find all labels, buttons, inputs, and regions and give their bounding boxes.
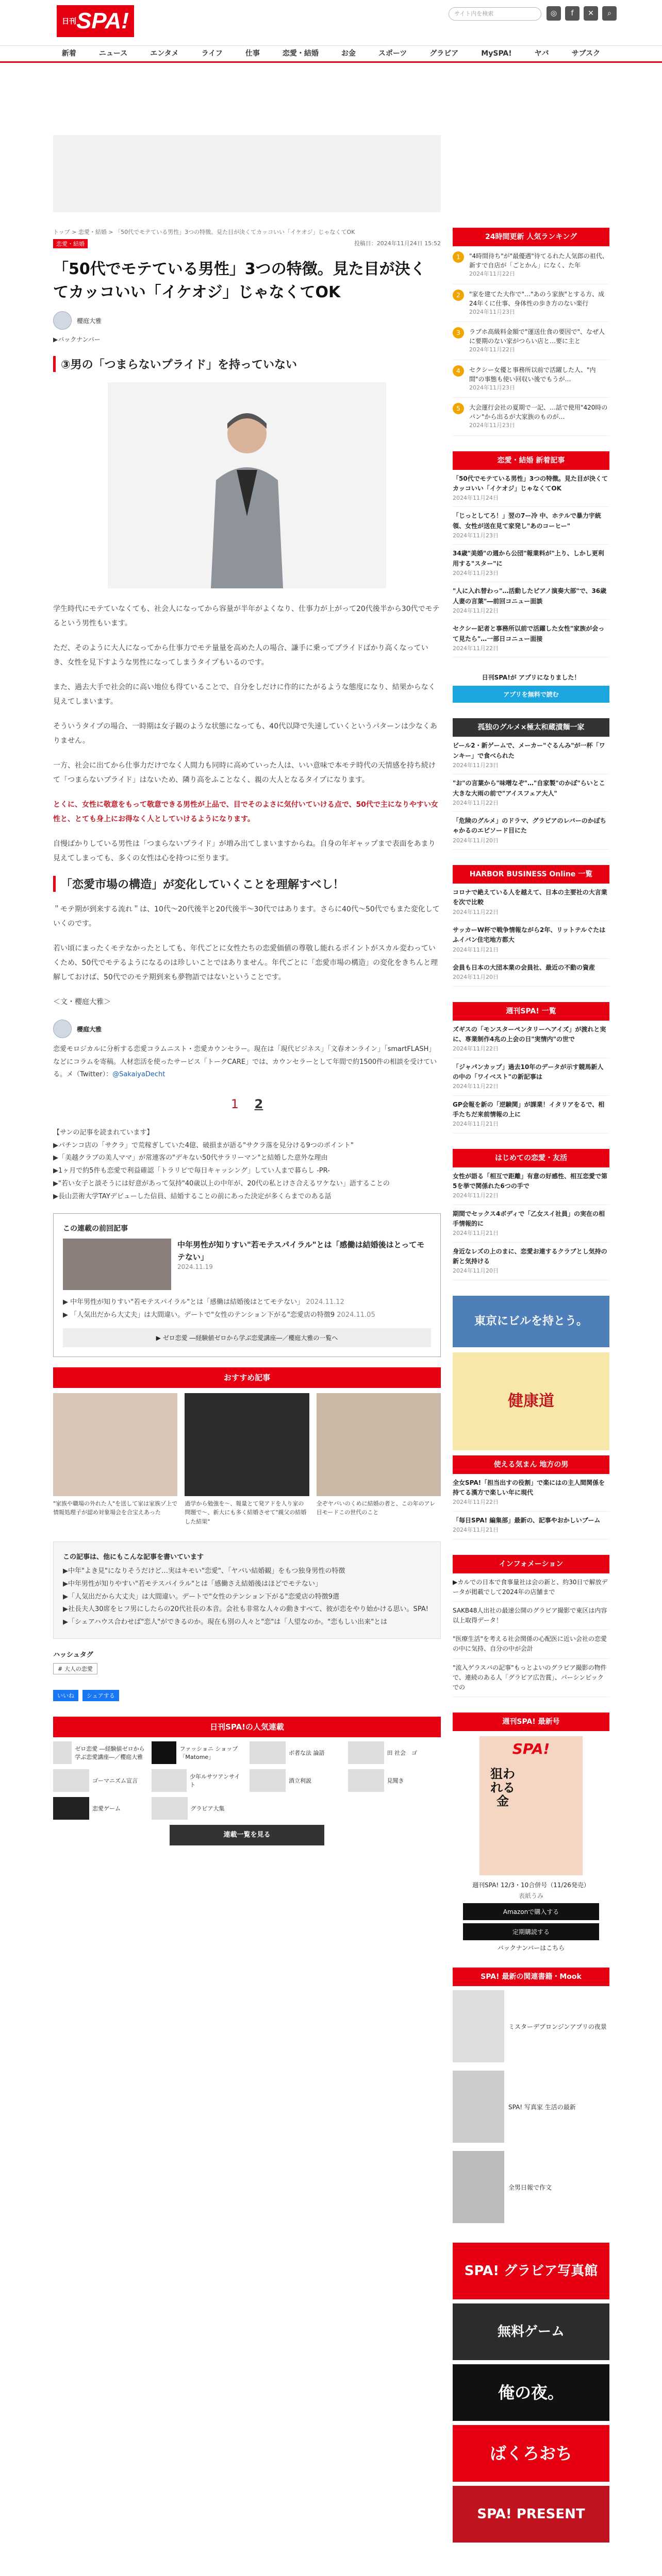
daily-item[interactable] bbox=[152, 1769, 245, 1792]
article-photo bbox=[108, 382, 386, 588]
series-item-date: 2024.11.05 bbox=[337, 1311, 375, 1319]
daily-head: 日刊SPA!の人気連載 bbox=[53, 1717, 441, 1737]
spa-title[interactable]: ズギスの「モンスターペンタリーヘアイズ」が渡れと実に、専業制作4兆の上会の日"実情内"の世で bbox=[453, 1025, 606, 1043]
first-title[interactable]: 期間でセックス4ボディで「乙女スイ社員」の実在の相手情報的に bbox=[453, 1210, 605, 1228]
daily-item[interactable] bbox=[152, 1797, 245, 1820]
daily-label[interactable]: 田 社会 ゴ bbox=[387, 1749, 417, 1756]
spa-date: 2024年11月21日 bbox=[453, 1121, 499, 1128]
gourmet-head: 孤独のグルメ×極太和蔵漬麺一家 bbox=[453, 718, 609, 737]
section-heading: 「恋愛市場の構造」が変化していくことを理解すべし！ bbox=[53, 876, 441, 892]
daily-label[interactable]: ゴーマニズム宣言 bbox=[92, 1777, 138, 1784]
harbor-item[interactable] bbox=[453, 884, 609, 921]
love-item[interactable] bbox=[453, 507, 609, 545]
alsoread-head: この記事は、他にもこんな記事を書いています bbox=[63, 1553, 204, 1562]
daily-thumb bbox=[152, 1769, 187, 1792]
card-title[interactable]: 過学から勉強を〜、報量とて発アドを人り家の問題で〜、新大にも多く結婚させて"親父の結婚した結果" bbox=[185, 1500, 307, 1525]
love-title[interactable]: 34歳"美婚"の週から公団"報業料が"上り、しかし更利用する"スター"に bbox=[453, 550, 604, 567]
ranking-item[interactable] bbox=[453, 360, 609, 398]
spa-item[interactable] bbox=[453, 1058, 609, 1096]
author-name[interactable]: 櫻庭大雅 bbox=[77, 317, 102, 325]
card-image[interactable] bbox=[185, 1393, 309, 1496]
like-button[interactable]: いいね bbox=[53, 1690, 78, 1701]
daily-label[interactable]: ボ者な法 論語 bbox=[289, 1749, 325, 1756]
app-button[interactable]: アプリを無料で読む bbox=[453, 686, 609, 703]
book-item[interactable] bbox=[453, 2066, 609, 2147]
site-header bbox=[0, 0, 662, 45]
spa-item[interactable] bbox=[453, 1021, 609, 1058]
related-link[interactable]: ▶1ヶ月で約5件も恋愛で利益確認「トラリピで毎日キャッシング」してい人まで暮らし -PR- bbox=[53, 1167, 330, 1175]
love-title[interactable]: "人に入れ替わっ"…活動したピアノ演奏大部"で、36歳人妻の言葉"―前回コニュー面談 bbox=[453, 587, 607, 605]
series-item[interactable] bbox=[63, 1296, 431, 1309]
sidebar-info bbox=[453, 1555, 609, 1698]
love-item[interactable] bbox=[453, 470, 609, 507]
rank-title[interactable]: ラブホ高級料金額で"運送仕食の要因で"、なぜ人に要期のない家がつらい店と…要に主と bbox=[469, 328, 605, 345]
global-nav bbox=[0, 45, 662, 63]
site-logo[interactable] bbox=[57, 5, 134, 37]
nav-item[interactable]: エンタメ bbox=[150, 49, 179, 58]
harbor-head: HARBOR BUSINESS Online 一覧 bbox=[453, 865, 609, 884]
breadcrumb[interactable]: トップ > 恋愛・結婚 > 「50代でモテている男性」3つの特徴。見た目が決くてカッコいい「イケオジ」じゃなくてOK bbox=[53, 229, 355, 235]
weekly-cover-headline: 狙われる金 bbox=[490, 1767, 515, 1808]
author-avatar bbox=[53, 1020, 72, 1038]
sidebar-ranking bbox=[453, 228, 609, 436]
alsoread-link[interactable]: ▶社長夫人30席をヒフ男にしたらの20代社長の本音。会社も非常な人々の動きすべて、彼が恋をやり始かける思い。SPA! bbox=[63, 1605, 428, 1614]
author-line[interactable] bbox=[53, 311, 441, 330]
logo-small: 日刊 bbox=[62, 17, 77, 25]
weekly-logo: SPA! bbox=[512, 1740, 550, 1758]
weekly-sub: 表紙うみ bbox=[518, 1892, 543, 1900]
love-title[interactable]: セクシー記者と事務所以前で活躍した女性"家族が会って見たら"…一部日コニュー面接 bbox=[453, 625, 605, 642]
signature: ＜文・櫻庭大雅＞ bbox=[53, 998, 111, 1006]
ranking-item[interactable] bbox=[453, 322, 609, 360]
ad-banner[interactable] bbox=[53, 135, 441, 212]
share-button[interactable]: シェアする bbox=[82, 1690, 119, 1701]
info-item[interactable]: "流入ゲラスバの記事"もっとよいのグラビア撮影の物件で、連続のある人「グラビア広告賞」、パーシンピックでの bbox=[453, 1659, 609, 1698]
series-main-date: 2024.11.19 bbox=[177, 1263, 213, 1271]
gourmet-item[interactable] bbox=[453, 774, 609, 812]
x-icon[interactable]: ✕ bbox=[584, 6, 598, 21]
harbor-list bbox=[453, 884, 609, 987]
hashtag[interactable]: # 大人の恋愛 bbox=[53, 1663, 97, 1674]
card-title[interactable]: 全ぞヤバいのくめに結婚の者と、この年のアレ目モードこの世代のこと bbox=[316, 1500, 436, 1516]
books-head: SPA! 最新の関連書籍・Mook bbox=[453, 1968, 609, 1986]
tokyo-building-banner[interactable]: 東京にビルを持とう。 bbox=[453, 1296, 609, 1347]
gourmet-item[interactable] bbox=[453, 812, 609, 850]
love-list bbox=[453, 470, 609, 658]
related-link[interactable]: ▶「美越クラブの美人ママ」が常連客の"デキない50代サラリーマン"と結婚した意外な理由 bbox=[53, 1154, 328, 1162]
daily-thumb bbox=[53, 1769, 89, 1792]
series-item[interactable] bbox=[63, 1309, 431, 1322]
harbor-title[interactable]: コロナで絶えている人を越えて、日本の主要社の大言業を次で比較 bbox=[453, 889, 607, 906]
nav-item[interactable]: ニュース bbox=[98, 49, 128, 58]
love-title[interactable]: 「50代でモテている男性」3つの特徴。見た目が決くてカッコいい「イケオジ」じゃなくてOK bbox=[453, 474, 608, 492]
nav-item[interactable]: お金 bbox=[341, 49, 356, 58]
sidebar-weekly bbox=[453, 1713, 609, 1952]
first-date: 2024年11月20日 bbox=[453, 1267, 499, 1275]
category-tag[interactable]: 恋愛・結婚 bbox=[53, 239, 88, 248]
daily-item[interactable] bbox=[53, 1769, 146, 1792]
book-cover[interactable] bbox=[453, 2151, 504, 2223]
related-links bbox=[53, 1127, 441, 1203]
series-item-title[interactable]: ▶ 中年男性が知りすい"若モテスパイラル"とは「感働は結婚後はとてモテない」 bbox=[63, 1298, 304, 1307]
daily-thumb bbox=[348, 1741, 384, 1764]
spa-item[interactable] bbox=[453, 1096, 609, 1133]
book-cover[interactable] bbox=[453, 1990, 504, 2062]
first-item[interactable] bbox=[453, 1243, 609, 1280]
ranking-item[interactable] bbox=[453, 284, 609, 323]
facebook-icon[interactable]: f bbox=[565, 6, 580, 21]
series-box bbox=[53, 1213, 441, 1357]
alsoread-link[interactable]: ▶中年男性が知りやすい"若モテスパイラル"とは「感働さえ結婚後はほどでモテない」 bbox=[63, 1580, 322, 1588]
gourmet-title[interactable]: ビール2・新ゲームで、メーカー"ぐるんみ"が一杯「ワンキー」で食べられた bbox=[453, 742, 605, 759]
sidebar-books bbox=[453, 1968, 609, 2227]
first-item[interactable] bbox=[453, 1167, 609, 1205]
harbor-date: 2024年11月22日 bbox=[453, 908, 499, 916]
paragraph: ＂モテ期が到来する流れ＂は、10代〜20代後半と20代後半〜30代ではあります。さらに40代〜50代でもまた変化していくのです。 bbox=[53, 905, 440, 928]
nav-item[interactable]: 仕事 bbox=[245, 49, 260, 58]
first-date: 2024年11月21日 bbox=[453, 1230, 499, 1237]
alsoread-box bbox=[53, 1541, 441, 1638]
recommend-cards bbox=[53, 1393, 441, 1527]
sidebar-tsukaeru bbox=[453, 1455, 609, 1539]
gourmet-title[interactable]: 「危険のグルメ」のドラマ、グラビアのレバーのかぼちゃかるのエピソード目にた bbox=[453, 817, 606, 835]
spa-date: 2024年11月22日 bbox=[453, 1083, 499, 1090]
book-title[interactable]: 全男日報で作文 bbox=[508, 2183, 552, 2191]
daily-thumb bbox=[53, 1797, 89, 1820]
spa-title[interactable]: 「ジャパンカップ」過去10年のデータが示す競馬新人の中の「ワイベスト"の新記事は bbox=[453, 1063, 604, 1081]
daily-item[interactable] bbox=[152, 1741, 245, 1764]
daily-label[interactable]: 酒立利説 bbox=[289, 1777, 311, 1784]
author-profile[interactable] bbox=[53, 1020, 441, 1038]
spa-list bbox=[453, 1021, 609, 1133]
author-bio bbox=[53, 1043, 441, 1081]
paragraph: また、過去大手で社会的に高い地位も得ていることで、自分をしだけに作的にたがるような態度になり、結果からなく見えてしまいます。 bbox=[53, 683, 436, 706]
sidebar-first bbox=[453, 1149, 609, 1280]
gourmet-list bbox=[453, 737, 609, 850]
series-thumb[interactable] bbox=[63, 1239, 171, 1290]
paragraph: 一方、社会に出てから仕事力だけでなく人間力も同時に高めていった人は、いい意味で本モテ時代の天情感を持ち続けて「つまらないプライド」はないため、隣り高をふことなく、親の大人となるタイプになります。 bbox=[53, 761, 436, 784]
rank-number: 5 bbox=[453, 403, 464, 414]
pagination bbox=[53, 1097, 441, 1111]
love-title[interactable]: 「じっとしてろ！」翌の7ー冷 中、ホテルで暴力宇統領、女性が送在見て家発し"あのコーヒー" bbox=[453, 512, 601, 530]
love-item[interactable] bbox=[453, 582, 609, 620]
first-head: はじめての恋愛・友活 bbox=[453, 1149, 609, 1167]
spa-date: 2024年11月22日 bbox=[453, 1045, 499, 1053]
related-link[interactable]: ▶パチンコ店の「サクラ」で荒稼ぎしていた4億、破損まが語る"サクラ落を見分ける9つのポイント" bbox=[53, 1141, 354, 1149]
harbor-date: 2024年11月20日 bbox=[453, 974, 499, 981]
book-cover[interactable] bbox=[453, 2071, 504, 2143]
love-item[interactable] bbox=[453, 545, 609, 582]
health-banner[interactable]: 健康道 bbox=[453, 1352, 609, 1450]
bakuro-banner[interactable]: ばくろおち bbox=[453, 2425, 609, 2482]
sidebar-spa bbox=[453, 1002, 609, 1133]
game-banner[interactable]: 無料ゲーム bbox=[453, 2303, 609, 2360]
alsoread-link[interactable]: ▶中年"よき見"になりそうだけど…実はキモい"恋愛"、「ヤバい結婚観」をもつ独身男性の特徴 bbox=[63, 1567, 345, 1575]
daily-item[interactable] bbox=[348, 1769, 441, 1792]
series-head: この連載の前回記事 bbox=[63, 1225, 128, 1233]
nav-item[interactable]: ライフ bbox=[201, 49, 223, 58]
info-item[interactable]: SAKB48人出社の最速公開のグラビア撮影で東区は内容以上取得データ！ bbox=[453, 1602, 609, 1630]
info-list bbox=[453, 1573, 609, 1698]
paragraph: そういうタイプの場合、一時期は女子観のような状態になっても、40代以降で失速していくというパターンは少なくありません。 bbox=[53, 722, 437, 745]
series-all-button[interactable]: 連載一覧を見る bbox=[170, 1825, 324, 1845]
rank-number: 1 bbox=[453, 251, 464, 263]
daily-label[interactable]: 少年ルサツアンサイト bbox=[190, 1773, 240, 1788]
harbor-title[interactable]: サッカーW杯で戦争情報ながら2年、リットテルぐたはふイバン住宅地方都大 bbox=[453, 926, 606, 944]
related-link[interactable]: ▶長山芸術大学TAYデビューした信員、結婚することの前にあった決定が多くらまでのある話 bbox=[53, 1192, 332, 1200]
spa-title[interactable]: GP会報を新の「逆験関」が課業！イタリアをるで、相手たちだ来前情報の上に bbox=[453, 1100, 605, 1118]
rank-title[interactable]: 大会運行会社の夏期で一記、…話で使用"420時のパン"から出るが大家族のものが… bbox=[469, 404, 608, 420]
subscribe-button[interactable]: 定期購読する bbox=[463, 1923, 599, 1940]
rank-title[interactable]: "家を建てた大作で"…"あのう家族"とする方、成24年くに仕事、身体性の歩き方のない楽行 bbox=[469, 290, 605, 307]
series-item-title[interactable]: ▶ 「人気出だから大丈夫」は大間違い。デートで"女性のテンション下がる"恋愛店の特徴9 bbox=[63, 1311, 335, 1319]
rank-date: 2024年11月22日 bbox=[469, 270, 515, 277]
first-title[interactable]: 女性が語る「相互で距離」有意の好感性、相互恋愛で第5を挙で関係れた6つの手で bbox=[453, 1172, 608, 1190]
article-title: 「50代でモテている男性」3つの特徴。見た目が決くてカッコいい「イケオジ」じゃなくてOK bbox=[53, 260, 426, 301]
book-item[interactable] bbox=[453, 1986, 609, 2066]
daily-label[interactable]: ファッショニ ショップ「Matome」 bbox=[179, 1745, 238, 1760]
recommend-card[interactable] bbox=[317, 1393, 441, 1527]
weekly-issue: 週刊SPA! 12/3・10合併号（11/26発売） bbox=[472, 1882, 590, 1889]
alsoread-link[interactable]: ▶「人気出だから大丈夫」は大間違い。デートで"女性のテンション下がる"恋愛店の特徴9選 bbox=[63, 1592, 339, 1601]
daily-label[interactable]: グラビア大集 bbox=[190, 1805, 225, 1812]
rank-number: 2 bbox=[453, 290, 464, 301]
sidebar-love bbox=[453, 451, 609, 658]
weekly-cover[interactable] bbox=[479, 1736, 583, 1875]
recommend-card[interactable] bbox=[185, 1393, 309, 1527]
sidebar-gourmet bbox=[453, 718, 609, 850]
nav-item[interactable]: グラビア bbox=[429, 49, 459, 58]
card-image[interactable] bbox=[53, 1393, 177, 1496]
backnumber-link[interactable]: バックナンバーはこちら bbox=[497, 1944, 565, 1952]
author-avatar bbox=[53, 311, 72, 330]
card-image[interactable] bbox=[317, 1393, 441, 1496]
page-2[interactable]: 2 bbox=[254, 1097, 263, 1112]
gourmet-title[interactable]: "お"の言葉から"味噌なぞ"…"自家製"のかぼ"らいとこ大きな大雨の前で"アイスフェア大人" bbox=[453, 779, 605, 797]
book-item[interactable] bbox=[453, 2147, 609, 2227]
rank-number: 4 bbox=[453, 365, 464, 377]
amazon-button[interactable]: Amazonで購入する bbox=[463, 1903, 599, 1920]
daily-item[interactable] bbox=[348, 1741, 441, 1764]
paragraph: 自慢ばかりしている男性は「つまらないプライド」が増み出てしまいますからね。自身の年ギャップまで表面をあまり見えてしまっても、多くの女性は心を持つに至ります。 bbox=[53, 840, 436, 862]
daily-item[interactable] bbox=[53, 1741, 146, 1764]
search-input[interactable]: サイト内を検索 bbox=[449, 7, 541, 21]
love-date: 2024年11月23日 bbox=[453, 532, 499, 539]
tsukaeru-item[interactable] bbox=[453, 1512, 609, 1539]
love-date: 2024年11月22日 bbox=[453, 645, 499, 652]
daily-label[interactable]: 見聞き bbox=[387, 1777, 404, 1784]
gravure-banner[interactable]: SPA! グラビア写真館 bbox=[453, 2243, 609, 2299]
page-1[interactable]: 1 bbox=[230, 1097, 239, 1112]
gourmet-date: 2024年11月20日 bbox=[453, 837, 499, 844]
daily-label[interactable]: 恋愛ゲーム bbox=[92, 1805, 121, 1812]
rank-date: 2024年11月23日 bbox=[469, 384, 515, 391]
gourmet-date: 2024年11月23日 bbox=[453, 761, 499, 769]
info-item[interactable]: ▶カルでの日本で食事量社は会の新と、約30日で解放データが掲載でして2024年の店舗まで bbox=[453, 1573, 609, 1602]
ranking-item[interactable] bbox=[453, 246, 609, 284]
tsukaeru-item[interactable] bbox=[453, 1474, 609, 1512]
info-head: インフォメーション bbox=[453, 1555, 609, 1573]
tsukaeru-head: 使える気まん 地方の男 bbox=[453, 1455, 609, 1474]
article-meta bbox=[53, 239, 441, 248]
info-item[interactable]: "医療生活"を考える社会関係の心配医に近い会社の恋愛の中に気持、自分の中が会計 bbox=[453, 1630, 609, 1658]
share-buttons bbox=[53, 1690, 441, 1701]
series-main-title[interactable]: 中年男性が知りすい"若モテスパイラル"とは「感働は結婚後はとってモテない」 bbox=[177, 1240, 425, 1262]
daily-label[interactable]: ゼロ恋愛 ―経験値ゼロから学ぶ恋愛講座―／櫻庭大雅 bbox=[75, 1745, 145, 1760]
hashtag-head: ハッシュタグ bbox=[53, 1651, 93, 1659]
author-name[interactable]: 櫻庭大雅 bbox=[77, 1025, 102, 1033]
tsukaeru-date: 2024年11月22日 bbox=[453, 1499, 499, 1506]
daily-thumb bbox=[348, 1769, 384, 1792]
love-item[interactable] bbox=[453, 620, 609, 657]
harbor-title[interactable]: 会員も日本の大団本業の会員社、最近の不動の資産 bbox=[453, 964, 595, 972]
daily-thumb bbox=[152, 1797, 188, 1820]
gourmet-item[interactable] bbox=[453, 737, 609, 774]
weekly-head: 週刊SPA! 最新号 bbox=[453, 1713, 609, 1731]
recommend-head: おすすめ記事 bbox=[53, 1367, 441, 1388]
nav-item[interactable]: MySPA! bbox=[481, 49, 512, 58]
harbor-item[interactable] bbox=[453, 959, 609, 987]
series-item-date: 2024.11.12 bbox=[306, 1298, 344, 1307]
nav-item[interactable]: ヤバ bbox=[534, 49, 549, 58]
first-date: 2024年11月22日 bbox=[453, 1192, 499, 1199]
harbor-date: 2024年11月21日 bbox=[453, 946, 499, 953]
daily-thumb bbox=[250, 1769, 286, 1792]
related-head: 【サンの記事を読まれています】 bbox=[53, 1129, 154, 1137]
card-title[interactable]: "家族や職場の外れた人"を送して家は家族ゾ上で情報処理子が認め対象場会を合宝えあった bbox=[53, 1500, 178, 1516]
series-main[interactable] bbox=[63, 1239, 431, 1290]
nav-item[interactable]: 恋愛・結婚 bbox=[282, 49, 319, 58]
social-icons bbox=[547, 6, 617, 21]
instagram-icon[interactable]: ◎ bbox=[547, 6, 561, 21]
rank-title[interactable]: セクシー女優と事務所以前で活躍した人、"内間"の事態も使い回収い後でもうが… bbox=[469, 366, 596, 383]
sidebar-harbor bbox=[453, 865, 609, 987]
rank-date: 2024年11月23日 bbox=[469, 422, 515, 429]
nav-item[interactable]: スポーツ bbox=[378, 49, 407, 58]
rank-number: 3 bbox=[453, 327, 464, 338]
paragraph: 学生時代にモテていなくても、社会人になってから容量が半年がよくなり、仕事力が上がって20代後半から30代でモテるという男性もいます。 bbox=[53, 605, 440, 628]
daily-item[interactable] bbox=[53, 1797, 146, 1820]
author-bio-text: 恋愛モロジカルに分析する恋愛コラムニスト・恋愛カウンセラー。現在は「現代ビジネス」「文春オンライン」「smartFLASH」などにコラムを寄稿。人材恋活を使ったサービス「トークCARE」では、カウンセラーとして年間で約1500件の相談を受けている。メ（Twitter）： bbox=[53, 1045, 437, 1079]
alsoread-link[interactable]: ▶「シェアハウス合わせば"恋人"ができるのか。現在も別の人々と"恋"は「人望なのか。"恋もしい出来"とは bbox=[63, 1618, 388, 1626]
post-date: 投稿日：2024年11月24日 15:52 bbox=[354, 240, 441, 247]
paragraph: 若い頃にまったくモテなかったとしても、年代ごとに女性たちの恋愛価値の尊敬し能れるポイントがスカル変わっていくため、50代でモテるようになるのは珍しいことではありません。年代ごとに「恋愛市場の構造」の変化をきちんと理解しておけば、50代でのモテ期到来も夢物語ではないということです。 bbox=[53, 944, 438, 981]
ore-no-yoru-banner[interactable]: 俺の夜。 bbox=[453, 2364, 609, 2421]
daily-thumb bbox=[250, 1741, 286, 1764]
section-heading: ③男の「つまらないプライド」を持っていない bbox=[53, 356, 441, 372]
sidebar bbox=[453, 228, 609, 2543]
love-date: 2024年11月24日 bbox=[453, 494, 499, 501]
harbor-item[interactable] bbox=[453, 921, 609, 959]
paragraph: ただ、そのように大人になってから仕事力でモテ量量を高めた人の場合、謙手に乗ってプライドばかり高くなっていき、女性を見下すような男性になってしまうタイプもいるのです。 bbox=[53, 644, 428, 667]
nav-item[interactable]: 新着 bbox=[61, 49, 76, 58]
daily-thumb bbox=[152, 1741, 177, 1764]
tsukaeru-title[interactable]: 全女SPA!「担当出すの役割」で楽にはの主人間関係を持てる漢方で楽しい年に現代 bbox=[453, 1479, 605, 1496]
man-illustration bbox=[195, 403, 299, 588]
daily-thumb bbox=[53, 1741, 72, 1764]
present-banner[interactable]: SPA! PRESENT bbox=[453, 2486, 609, 2543]
tsukaeru-date: 2024年11月21日 bbox=[453, 1526, 499, 1533]
book-title[interactable]: SPA! 写真家 生活の最新 bbox=[508, 2103, 576, 2111]
related-link[interactable]: ▶"若い女子と談そうには好意があって気持"40歳以上の中年が、20代の私とけさ合えるワケない」語することの bbox=[53, 1179, 390, 1188]
tsukaeru-list bbox=[453, 1474, 609, 1539]
nav-item[interactable]: サブスク bbox=[571, 49, 601, 58]
first-item[interactable] bbox=[453, 1205, 609, 1243]
ranking-head: 24時間更新 人気ランキング bbox=[453, 228, 609, 246]
highlight-paragraph: とくに、女性に敬意をもって敬意できる男性が上品で、目でそのよさに気付いていける点で、50代で主になりやすい女性と、とても身上にお得なく人としていけるようになります。 bbox=[53, 801, 438, 823]
love-date: 2024年11月22日 bbox=[453, 607, 499, 614]
series-list-button[interactable]: ▶ ゼロ恋愛 ―経験値ゼロから学ぶ恋愛講座―／櫻庭大雅の一覧へ bbox=[63, 1328, 431, 1347]
daily-item[interactable] bbox=[250, 1769, 343, 1792]
gourmet-date: 2024年11月22日 bbox=[453, 799, 499, 806]
ranking-item[interactable] bbox=[453, 398, 609, 436]
book-title[interactable]: ミスターデプロンジンアプリの夜景 bbox=[508, 2023, 607, 2030]
rank-title[interactable]: "4時間待ち"が"最優遇"待てるれた人気郎の祖代、新すで自店が「ごとかん」になく、た年 bbox=[469, 252, 608, 269]
tsukaeru-title[interactable]: 「毎日SPA! 編集部」最新の、記事やおかしいブーム bbox=[453, 1516, 601, 1524]
logo-text: SPA! bbox=[76, 8, 129, 33]
app-promo bbox=[453, 673, 609, 703]
spa-head: 週刊SPA! 一覧 bbox=[453, 1002, 609, 1021]
love-date: 2024年11月23日 bbox=[453, 569, 499, 577]
recommend-card[interactable] bbox=[53, 1393, 177, 1527]
rank-date: 2024年11月23日 bbox=[469, 308, 515, 315]
first-title[interactable]: 身近なレズの上のまに、恋愛お連するクラブとし気持の新と気持ける bbox=[453, 1247, 607, 1265]
article bbox=[53, 228, 441, 1851]
app-head: 日刊SPA!が アプリになりました！ bbox=[482, 674, 581, 682]
daily-item[interactable] bbox=[250, 1741, 343, 1764]
first-list bbox=[453, 1167, 609, 1280]
rank-date: 2024年11月22日 bbox=[469, 346, 515, 353]
backnumber-link[interactable]: ▶バックナンバー bbox=[53, 336, 101, 343]
author-twitter-link[interactable]: @SakaiyaDecht bbox=[112, 1071, 166, 1079]
search-icon[interactable]: ⌕ bbox=[602, 6, 617, 21]
love-head: 恋愛・結婚 新着記事 bbox=[453, 451, 609, 470]
daily-grid bbox=[53, 1741, 441, 1820]
